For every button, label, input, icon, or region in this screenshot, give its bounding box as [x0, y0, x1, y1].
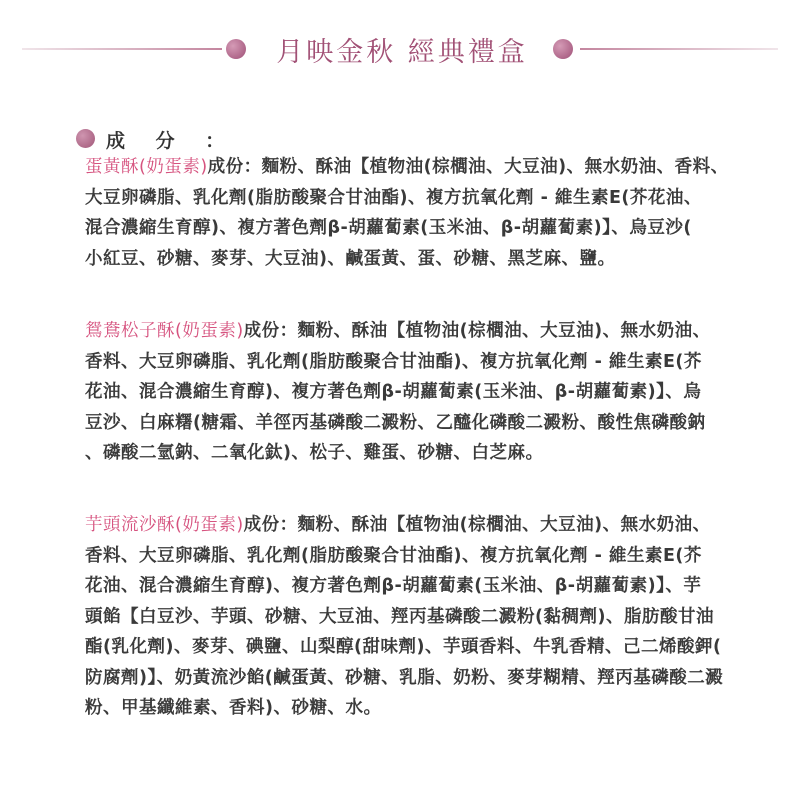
product-block-egg-yolk-pastry	[85, 152, 745, 274]
ingredients-heading-label: 成 分 ：	[106, 130, 237, 152]
left-divider-line	[22, 48, 222, 50]
page-title: 月映金秋 經典禮盒	[276, 37, 528, 68]
left-dot-ornament	[226, 39, 246, 59]
ingredient-line: 香料、大豆卵磷脂、乳化劑(脂肪酸聚合甘油酯)、複方抗氧化劑 - 維生素E(芥	[85, 545, 702, 566]
ingredient-line: 小紅豆、砂糖、麥芽、大豆油)、鹹蛋黃、蛋、砂糖、黑芝麻、鹽。	[85, 248, 616, 269]
product-name: 蛋黃酥(奶蛋素)	[85, 157, 208, 177]
product-name: 鴛鴦松子酥(奶蛋素)	[85, 321, 244, 341]
ingredient-line: 花油、混合濃縮生育醇)、複方著色劑β-胡蘿蔔素(玉米油、β-胡蘿蔔素)】、芋	[85, 576, 702, 596]
ingredient-line: 蛋黃酥(奶蛋素)成份：麵粉、酥油【植物油(棕櫚油、大豆油)、無水奶油、香料、	[85, 157, 729, 177]
ingredient-line: 防腐劑)】、奶黃流沙餡(鹹蛋黃、砂糖、乳脂、奶粉、麥芽糊精、羥丙基磷酸二澱	[85, 667, 724, 688]
ingredient-line: 大豆卵磷脂、乳化劑(脂肪酸聚合甘油酯)、複方抗氧化劑 - 維生素E(芥花油、	[85, 187, 702, 208]
right-dot-ornament	[553, 39, 573, 59]
product-block-taro-lava-pastry	[85, 510, 745, 724]
ingredient-line: 香料、大豆卵磷脂、乳化劑(脂肪酸聚合甘油酯)、複方抗氧化劑 - 維生素E(芥	[85, 351, 702, 372]
ingredient-line: 花油、混合濃縮生育醇)、複方著色劑β-胡蘿蔔素(玉米油、β-胡蘿蔔素)】、烏	[85, 382, 702, 402]
bullet-dot-icon	[76, 129, 95, 148]
product-name: 芋頭流沙酥(奶蛋素)	[85, 515, 244, 535]
product-block-pine-nut-pastry	[85, 316, 745, 469]
ingredient-line: 酯(乳化劑)、麥芽、碘鹽、山梨醇(甜味劑)、芋頭香料、牛乳香精、己二烯酸鉀(	[85, 637, 722, 657]
ingredient-line: 混合濃縮生育醇)、複方著色劑β-胡蘿蔔素(玉米油、β-胡蘿蔔素)】、烏豆沙(	[85, 218, 692, 238]
ingredient-line: 粉、甲基纖維素、香料)、砂糖、水。	[85, 698, 382, 718]
right-divider-line	[580, 48, 778, 50]
ingredient-line: 頭餡【白豆沙、芋頭、砂糖、大豆油、羥丙基磷酸二澱粉(黏稠劑)、脂肪酸甘油	[85, 606, 714, 627]
ingredient-line: 芋頭流沙酥(奶蛋素)成份：麵粉、酥油【植物油(棕櫚油、大豆油)、無水奶油、	[85, 515, 711, 535]
ingredient-line: 鴛鴦松子酥(奶蛋素)成份：麵粉、酥油【植物油(棕櫚油、大豆油)、無水奶油、	[85, 321, 711, 341]
ingredient-line: 豆沙、白麻糬(糖霜、羊徑丙基磷酸二澱粉、乙醯化磷酸二澱粉、酸性焦磷酸鈉	[85, 412, 706, 433]
title-banner	[0, 28, 800, 68]
ingredient-line: 、磷酸二氫鈉、二氧化鈦)、松子、雞蛋、砂糖、白芝麻。	[85, 443, 544, 463]
